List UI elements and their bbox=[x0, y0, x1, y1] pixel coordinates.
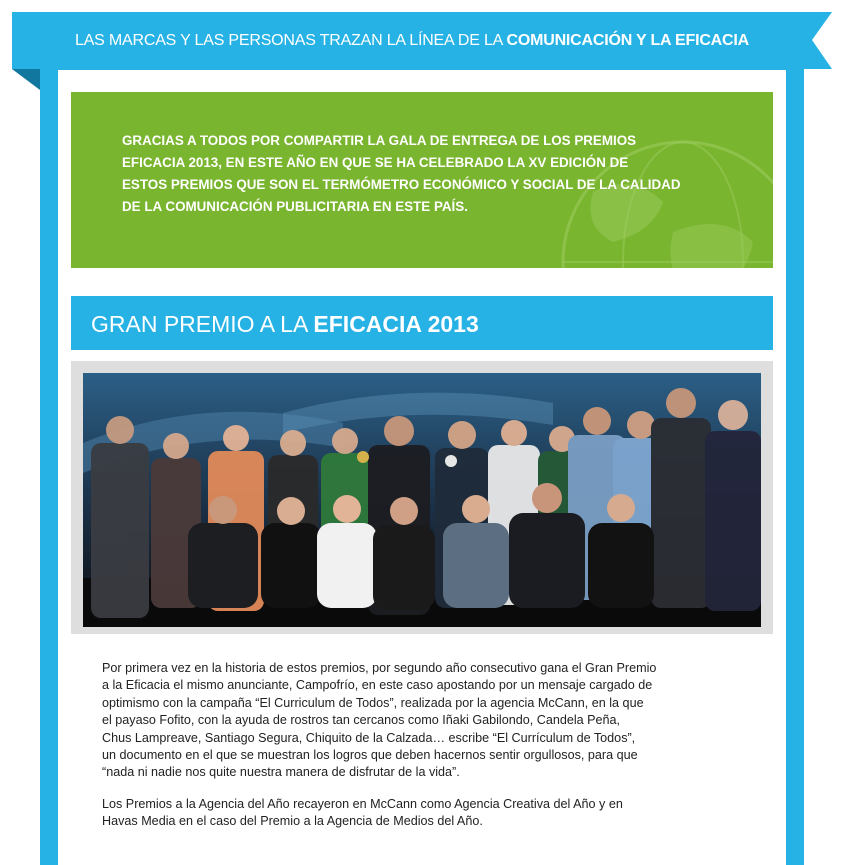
text-line: el payaso Fofito, con la ayuda de rostros tan cercanos como Iñaki Gabilondo, Candela Peña, bbox=[102, 713, 621, 728]
intro-line: ESTOS PREMIOS QUE SON EL TERMÓMETRO ECONÓMICO Y SOCIAL DE LA CALIDAD bbox=[122, 177, 681, 192]
section-title-prefix: GRAN PREMIO A LA bbox=[91, 311, 314, 337]
intro-line: GRACIAS A TODOS POR COMPARTIR LA GALA DE ENTREGA DE LOS PREMIOS bbox=[122, 133, 637, 148]
intro-box bbox=[71, 92, 773, 268]
text-line: Por primera vez en la historia de estos premios, por segundo año consecutivo gana el Gran Premio bbox=[102, 661, 657, 675]
award-group-photo-illustration bbox=[83, 373, 761, 627]
banner-title bbox=[12, 12, 812, 69]
article-paragraph bbox=[102, 660, 722, 782]
section-header bbox=[71, 296, 773, 350]
photo-frame bbox=[71, 361, 773, 634]
article-paragraph bbox=[102, 796, 722, 831]
article-body bbox=[102, 660, 722, 845]
section-title bbox=[91, 296, 479, 352]
text-line: optimismo con la campaña “El Curriculum de Todos”, realizada por la agencia McCann, en la que bbox=[102, 695, 644, 710]
text-line: un documento en el que se muestran los logros que deben hacernos sentir orgullosos, para que bbox=[102, 748, 638, 763]
text-line: “nada ni nadie nos quite nuestra manera de disfrutar de la vida”. bbox=[102, 765, 460, 780]
banner-title-bold: COMUNICACIÓN Y LA EFICACIA bbox=[506, 32, 749, 49]
header-banner bbox=[12, 12, 832, 69]
intro-text bbox=[122, 130, 742, 218]
award-group-photo bbox=[83, 373, 761, 627]
text-line: a la Eficacia el mismo anunciante, Campofrío, en este caso apostando por un mensaje cargado de bbox=[102, 678, 653, 693]
intro-line: EFICACIA 2013, EN ESTE AÑO EN QUE SE HA CELEBRADO LA XV EDICIÓN DE bbox=[122, 155, 629, 170]
text-line: Chus Lampreave, Santiago Segura, Chiquito de la Calzada… escribe “El Currículum de Todos”, bbox=[102, 730, 636, 745]
banner-title-prefix: LAS MARCAS Y LAS PERSONAS TRAZAN LA LÍNEA DE LA bbox=[75, 32, 507, 49]
intro-line: DE LA COMUNICACIÓN PUBLICITARIA EN ESTE PAÍS. bbox=[122, 199, 468, 214]
text-line: Los Premios a la Agencia del Año recayeron en McCann como Agencia Creativa del Año y en bbox=[102, 796, 623, 811]
section-title-bold: EFICACIA 2013 bbox=[313, 311, 479, 337]
text-line: Havas Media en el caso del Premio a la Agencia de Medios del Año. bbox=[102, 814, 483, 829]
